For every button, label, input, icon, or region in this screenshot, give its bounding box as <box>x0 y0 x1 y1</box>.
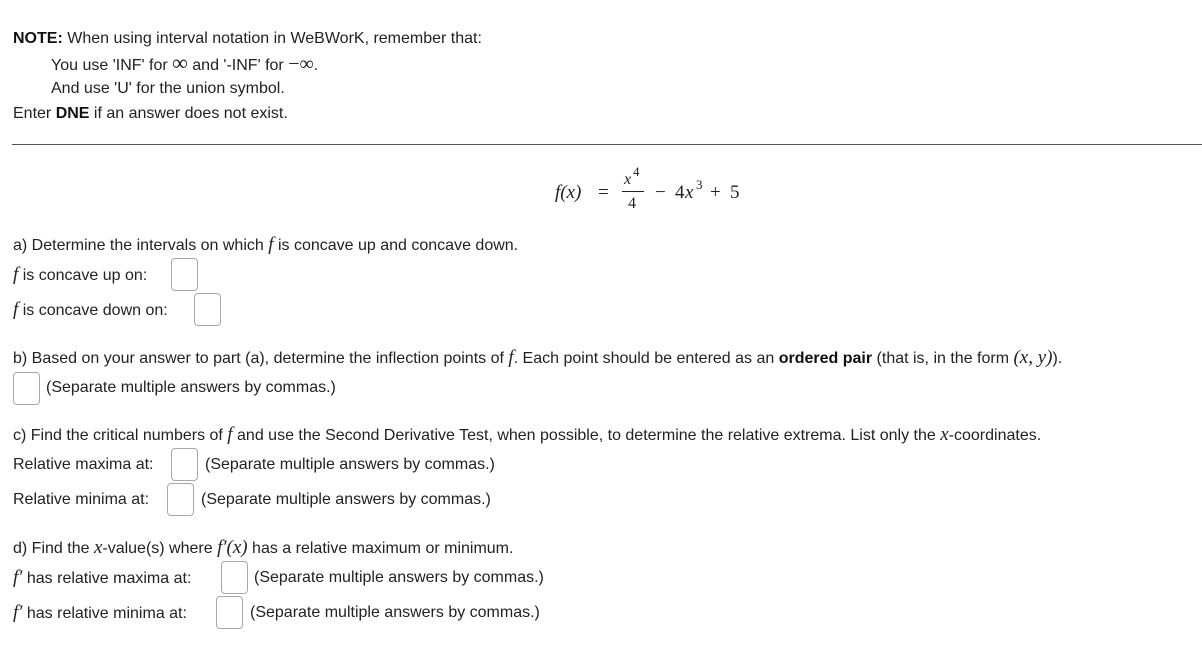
dne-word: DNE <box>55 105 90 122</box>
part-b-middle: . Each point should be entered as an <box>513 350 779 367</box>
formula-var-exp: 3 <box>696 177 703 192</box>
concave-up-label <box>13 265 147 286</box>
note-line <box>13 29 482 49</box>
relative-maxima-input[interactable] <box>171 448 198 481</box>
fprime-minima-hint: (Separate multiple answers by commas.) <box>250 604 540 621</box>
part-b-end: ). <box>1052 350 1063 367</box>
infinity-symbol: ∞ <box>172 50 188 75</box>
note-dne-line <box>13 104 288 124</box>
fprime-maxima-label <box>13 568 191 589</box>
formula-lhs: f(x) <box>555 182 582 203</box>
fprime-maxima-f: f′ <box>13 567 23 588</box>
part-b-f: f <box>508 347 514 368</box>
concave-down-text: is concave down on: <box>18 302 168 319</box>
part-d-end: has a relative maximum or minimum. <box>247 540 514 557</box>
formula-const: 5 <box>730 182 740 203</box>
formula-minus: − <box>655 182 666 203</box>
relative-maxima-label: Relative maxima at: <box>13 456 154 473</box>
fprime-maxima-text: has relative maxima at: <box>22 570 192 587</box>
note-inf-prefix: You use 'INF' for <box>51 57 173 74</box>
relative-minima-label: Relative minima at: <box>13 491 150 508</box>
dne-prefix: Enter <box>13 105 56 122</box>
part-a-prompt-prefix: a) Determine the intervals on which <box>13 237 269 254</box>
concave-up-input[interactable] <box>171 258 198 291</box>
inflection-points-input[interactable] <box>13 372 40 405</box>
formula-coef: 4 <box>675 182 685 203</box>
part-b-form: (that is, in the form <box>872 350 1014 367</box>
fprime-maxima-input[interactable] <box>221 561 248 594</box>
fprime-minima-f: f′ <box>13 602 23 623</box>
concave-up-f: f <box>13 264 19 285</box>
part-d-middle: -value(s) where <box>102 540 218 557</box>
fprime-minima-input[interactable] <box>216 596 243 629</box>
concave-up-text: is concave up on: <box>18 267 148 284</box>
part-c-prefix: c) Find the critical numbers of <box>13 427 228 444</box>
part-c-f: f <box>227 424 233 445</box>
part-b-prefix: b) Based on your answer to part (a), determine the inflection points of <box>13 350 509 367</box>
part-d-x: x <box>93 537 103 558</box>
formula-equals: = <box>598 182 609 203</box>
part-d-prompt <box>13 538 513 559</box>
part-b-pair: (x, y) <box>1013 347 1053 368</box>
part-a-prompt <box>13 235 518 256</box>
part-a-f: f <box>268 234 274 255</box>
part-c-prompt <box>13 425 1041 446</box>
inflection-hint: (Separate multiple answers by commas.) <box>46 379 336 396</box>
note-label: NOTE: <box>13 30 63 47</box>
part-b-prompt <box>13 348 1062 369</box>
divider <box>12 144 1202 145</box>
fprime-maxima-hint: (Separate multiple answers by commas.) <box>254 569 544 586</box>
fprime-minima-label <box>13 603 187 624</box>
note-union-line: And use 'U' for the union symbol. <box>51 80 285 97</box>
formula-var: x <box>685 182 694 203</box>
note-inf-line <box>51 50 319 76</box>
neg-infinity-symbol: −∞ <box>288 53 314 75</box>
relative-minima-input[interactable] <box>167 483 194 516</box>
fprime-minima-text: has relative minima at: <box>22 605 187 622</box>
part-d-fprime: f′(x) <box>217 537 248 558</box>
relative-minima-hint: (Separate multiple answers by commas.) <box>201 491 491 508</box>
concave-down-label <box>13 300 168 321</box>
note-text: When using interval notation in WeBWorK, remember that: <box>62 30 482 47</box>
note-inf-middle: and '-INF' for <box>187 57 289 74</box>
fraction-bar <box>622 191 644 192</box>
part-d-prefix: d) Find the <box>13 540 94 557</box>
part-a-prompt-suffix: is concave up and concave down. <box>273 237 519 254</box>
part-c-end: -coordinates. <box>948 427 1042 444</box>
formula-numerator: x <box>624 171 632 188</box>
formula-denominator: 4 <box>628 195 636 212</box>
formula-plus: + <box>710 182 721 203</box>
part-c-x: x <box>940 424 949 445</box>
relative-maxima-hint: (Separate multiple answers by commas.) <box>205 456 495 473</box>
concave-down-f: f <box>13 299 19 320</box>
dne-suffix: if an answer does not exist. <box>89 105 288 122</box>
part-b-ordered-pair: ordered pair <box>778 350 873 367</box>
part-c-middle: and use the Second Derivative Test, when possible, to determine the relative extrema. List only the <box>232 427 941 444</box>
formula-numerator-exp: 4 <box>633 164 640 179</box>
note-inf-end: . <box>313 57 319 74</box>
concave-down-input[interactable] <box>194 293 221 326</box>
